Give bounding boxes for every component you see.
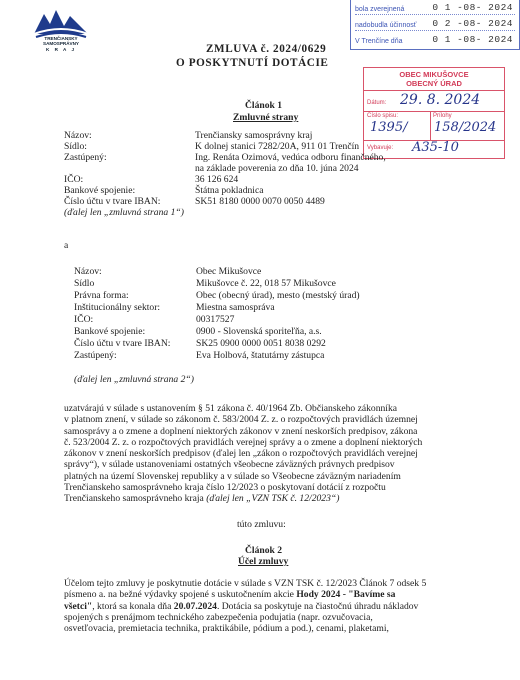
article-2-heading: Účel zmluvy — [238, 556, 289, 567]
publication-stamp — [350, 0, 520, 50]
this-contract-text: túto zmluvu: — [237, 519, 286, 530]
party-2-label: Názov: — [74, 266, 102, 277]
party-2-value: Eva Holbová, štatutárny zástupca — [196, 350, 325, 361]
legal-basis-paragraph: uzatvárajú v súlade s ustanovením § 51 zákona č. 40/1964 Zb. Občianskeho zákonníka v platnom znení, v súlade so zákonom č. 583/2004 Z. z. o rozpočtových pravidlách územnej samosprávy a o zmene a doplnení niektorých zákonov v znení neskorších predpisov, zákona č. 523/2004 Z. z. o rozpočtových pravidlách verejnej správy a o zmene a doplnení niektorých zákonov v znení neskorších predpisov (ďalej len „zákon o rozpočtových pravidlách verejnej správy“), v súlade ustanoveniami ostatných všeobecne záväzných právnych predpisov platných na území Slovenskej republiky a v súlade so Všeobecne záväzným nariadením Trenčianskeho samosprávneho kraja číslo 12/2023 o poskytovaní dotácií z rozpočtu Trenčianskeho samosprávneho kraja (ďalej len „VZN TSK č. 12/2023“) — [64, 403, 423, 505]
stamp-date-label: Dátum: — [367, 100, 387, 106]
party-1-label: Bankové spojenie: — [64, 185, 136, 196]
contract-title: ZMLUVA č. 2024/0629 — [206, 43, 327, 55]
stamp-handler-handwritten: A35-10 — [412, 140, 459, 155]
party-1-label: IČO: — [64, 174, 84, 185]
party-2-value: Miestna samospráva — [196, 302, 275, 313]
article-1-heading: Zmluvné strany — [233, 112, 299, 123]
party-2-label: Číslo účtu v tvare IBAN: — [74, 338, 171, 349]
party-2-label: Inštitucionálny sektor: — [74, 302, 161, 313]
stamp-title: OBEC MIKUŠOVCE OBECNÝ ÚRAD — [399, 70, 469, 88]
party-1-value: Štátna pokladnica — [195, 185, 264, 196]
party-1-value: Ing. Renáta Ozimová, vedúca odboru finančného, — [195, 152, 386, 163]
effective-date: 0 2 -08- 2024 — [432, 18, 513, 29]
party-1-label: Číslo účtu v tvare IBAN: — [64, 196, 161, 207]
party-2-alias: (ďalej len „zmluvná strana 2“) — [74, 374, 194, 385]
party-1-label: Názov: — [64, 130, 92, 141]
conjunction-and: a — [64, 240, 69, 251]
stamp-handler-label: Vybavuje: — [367, 145, 394, 151]
effective-label: nadobudla účinnosť — [355, 22, 417, 29]
stamp-reg-handwritten: 1395/ — [370, 120, 408, 135]
stamp-attach-label: Prílohy — [433, 113, 452, 119]
party-2-label: IČO: — [74, 314, 94, 325]
party-1-value: 36 126 624 — [195, 174, 239, 185]
article-2-number: Článok 2 — [245, 545, 283, 556]
logo-text: TRENČIANSKY SAMOSPRÁVNY K R A J — [43, 36, 79, 52]
party-2-label: Bankové spojenie: — [74, 326, 146, 337]
party-2-value: Obec (obecný úrad), mesto (mestský úrad) — [196, 290, 360, 301]
signed-place-label: V Trenčíne dňa — [355, 38, 403, 45]
party-1-value: SK51 8180 0000 0070 0050 4489 — [195, 196, 325, 207]
party-1-label: Sídlo: — [64, 141, 87, 152]
stamp-reg-suffix-handwritten: 158/2024 — [434, 120, 497, 135]
published-label: bola zverejnená — [355, 6, 405, 13]
party-1-value: Trenčiansky samosprávny kraj — [195, 130, 313, 141]
signed-date: 0 1 -08- 2024 — [432, 34, 513, 45]
purpose-paragraph: Účelom tejto zmluvy je poskytnutie dotácie v súlade s VZN TSK č. 12/2023 Článok 7 odsek 5 písmeno a. na bežné výdavky spojené s uskutočnením akcie Hody 2024 - "Bavíme sa všetci", ktorá sa konala dňa 20.07.2024. Dotácia sa poskytuje na čiastočnú úhradu nákladov spojených s prenájmom technického zabezpečenia podujatia (napr. ozvučovacia, osvetľovacia, premietacia technika, praktikábile, pódium a pod.), cenami, plaketami, — [64, 578, 427, 635]
party-2-value: Mikušovce č. 22, 018 57 Mikušovce — [196, 278, 336, 289]
party-1-value: K dolnej stanici 7282/20A, 911 01 Trenčín — [195, 141, 360, 152]
trencin-region-logo — [30, 4, 92, 40]
contract-subtitle: O POSKYTNUTÍ DOTÁCIE — [176, 57, 329, 69]
party-2-label: Právna forma: — [74, 290, 129, 301]
party-1-alias: (ďalej len „zmluvná strana 1“) — [64, 207, 184, 218]
municipality-registry-stamp — [363, 67, 505, 159]
party-2-value: 0900 - Slovenská sporiteľňa, a.s. — [196, 326, 322, 337]
party-2-label: Sídlo — [74, 278, 95, 289]
stamp-date-handwritten: 29. 8. 2024 — [400, 92, 481, 108]
stamp-reg-label: Číslo spisu: — [367, 113, 399, 119]
party-2-value: SK25 0900 0000 0051 8038 0292 — [196, 338, 326, 349]
published-date: 0 1 -08- 2024 — [432, 2, 513, 13]
party-1-label: Zastúpený: — [64, 152, 107, 163]
party-2-value: 00317527 — [196, 314, 235, 325]
party-2-value: Obec Mikušovce — [196, 266, 262, 277]
party-2-label: Zastúpený: — [74, 350, 117, 361]
article-1-number: Článok 1 — [245, 100, 283, 111]
party-1-value: na základe poverenia zo dňa 10. júna 2024 — [195, 163, 359, 174]
